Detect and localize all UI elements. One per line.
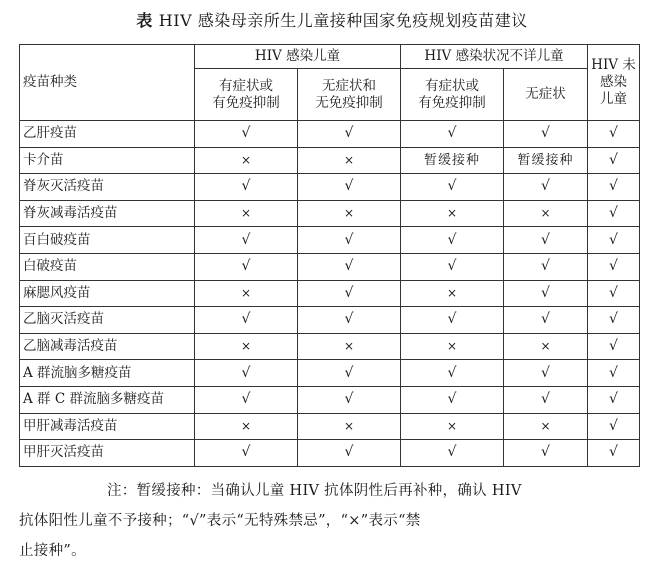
subheader-unknown-asymptomatic: 无症状 [504, 69, 588, 121]
table-row [20, 280, 640, 307]
cell-unknown-symptomatic: √ [401, 227, 504, 254]
cell-unknown-symptomatic: √ [401, 174, 504, 201]
table-row [20, 360, 640, 387]
cell-unknown-asymptomatic: √ [504, 307, 588, 334]
cell-unknown-asymptomatic: √ [504, 440, 588, 467]
vaccine-name: 乙肝疫苗 [20, 121, 195, 148]
cell-unknown-asymptomatic: × [504, 333, 588, 360]
table-title [0, 8, 664, 31]
table-row [20, 333, 640, 360]
cell-infected-symptomatic: × [195, 280, 298, 307]
cell-uninfected: √ [588, 253, 640, 280]
group-header-hiv-infected: HIV 感染儿童 [195, 45, 401, 69]
cell-infected-asymptomatic: × [298, 333, 401, 360]
cell-infected-asymptomatic: √ [298, 121, 401, 148]
vaccine-name: 麻腮风疫苗 [20, 280, 195, 307]
vaccine-name: 乙脑灭活疫苗 [20, 307, 195, 334]
cell-infected-symptomatic: √ [195, 386, 298, 413]
cell-infected-asymptomatic: × [298, 413, 401, 440]
cell-unknown-symptomatic: 暂缓接种 [401, 147, 504, 174]
vaccine-name: 白破疫苗 [20, 253, 195, 280]
cell-infected-symptomatic: √ [195, 121, 298, 148]
cell-uninfected: √ [588, 386, 640, 413]
cell-infected-asymptomatic: √ [298, 280, 401, 307]
cell-infected-symptomatic: √ [195, 360, 298, 387]
cell-unknown-asymptomatic: √ [504, 280, 588, 307]
group-header-hiv-unknown: HIV 感染状况不详儿童 [401, 45, 588, 69]
cell-unknown-symptomatic: √ [401, 440, 504, 467]
cell-unknown-symptomatic: × [401, 280, 504, 307]
cell-unknown-symptomatic: √ [401, 253, 504, 280]
cell-infected-asymptomatic: √ [298, 227, 401, 254]
subheader-infected-symptomatic: 有症状或 有免疫抑制 [195, 69, 298, 121]
footnote-line-3: 止接种”。 [19, 543, 86, 559]
cell-infected-symptomatic: × [195, 333, 298, 360]
cell-infected-asymptomatic: √ [298, 307, 401, 334]
cell-infected-asymptomatic: × [298, 200, 401, 227]
vaccine-name: 乙脑减毒活疫苗 [20, 333, 195, 360]
table-body [20, 121, 640, 467]
table-row [20, 307, 640, 334]
cell-uninfected: √ [588, 280, 640, 307]
cell-unknown-asymptomatic: 暂缓接种 [504, 147, 588, 174]
cell-unknown-symptomatic: × [401, 413, 504, 440]
cell-infected-symptomatic: √ [195, 174, 298, 201]
subheader-unknown-symptomatic: 有症状或 有免疫抑制 [401, 69, 504, 121]
cell-unknown-asymptomatic: √ [504, 360, 588, 387]
footnote-line-1: 注：暂缓接种：当确认儿童 HIV 抗体阴性后再补种，确认 HIV [107, 483, 522, 499]
column-header-vaccine-type: 疫苗种类 [20, 45, 195, 121]
cell-unknown-symptomatic: √ [401, 121, 504, 148]
vaccine-name: 甲肝灭活疫苗 [20, 440, 195, 467]
cell-uninfected: √ [588, 227, 640, 254]
vaccine-name: 卡介苗 [20, 147, 195, 174]
vaccination-table [19, 44, 640, 467]
cell-unknown-symptomatic: × [401, 333, 504, 360]
cell-infected-symptomatic: × [195, 413, 298, 440]
subheader-infected-asymptomatic: 无症状和 无免疫抑制 [298, 69, 401, 121]
cell-infected-asymptomatic: √ [298, 253, 401, 280]
vaccine-name: 甲肝减毒活疫苗 [20, 413, 195, 440]
cell-infected-asymptomatic: × [298, 147, 401, 174]
cell-infected-symptomatic: √ [195, 307, 298, 334]
table-title-prefix: 表 [136, 11, 153, 30]
cell-unknown-asymptomatic: √ [504, 174, 588, 201]
table-row [20, 253, 640, 280]
table-row [20, 147, 640, 174]
group-header-hiv-uninfected: HIV 未 感染 儿童 [588, 45, 640, 121]
table-row [20, 200, 640, 227]
vaccine-name: A 群流脑多糖疫苗 [20, 360, 195, 387]
cell-unknown-asymptomatic: × [504, 413, 588, 440]
cell-uninfected: √ [588, 413, 640, 440]
cell-unknown-asymptomatic: √ [504, 227, 588, 254]
table-row [20, 174, 640, 201]
cell-uninfected: √ [588, 121, 640, 148]
cell-infected-symptomatic: √ [195, 253, 298, 280]
cell-uninfected: √ [588, 440, 640, 467]
vaccine-name: 脊灰灭活疫苗 [20, 174, 195, 201]
cell-uninfected: √ [588, 360, 640, 387]
cell-infected-asymptomatic: √ [298, 440, 401, 467]
cell-uninfected: √ [588, 333, 640, 360]
cell-infected-symptomatic: √ [195, 227, 298, 254]
cell-unknown-asymptomatic: √ [504, 121, 588, 148]
cell-unknown-asymptomatic: √ [504, 386, 588, 413]
table-row [20, 227, 640, 254]
cell-unknown-symptomatic: √ [401, 386, 504, 413]
cell-unknown-asymptomatic: × [504, 200, 588, 227]
cell-infected-asymptomatic: √ [298, 174, 401, 201]
table-row [20, 413, 640, 440]
cell-uninfected: √ [588, 200, 640, 227]
cell-uninfected: √ [588, 307, 640, 334]
table-footnote [19, 476, 593, 566]
table-row [20, 121, 640, 148]
cell-unknown-symptomatic: √ [401, 360, 504, 387]
vaccine-name: 脊灰减毒活疫苗 [20, 200, 195, 227]
cell-infected-asymptomatic: √ [298, 360, 401, 387]
cell-unknown-symptomatic: × [401, 200, 504, 227]
footnote-line-2: 抗体阳性儿童不予接种；“√”表示“无特殊禁忌”，“×”表示“禁 [19, 513, 421, 529]
table-title-text: HIV 感染母亲所生儿童接种国家免疫规划疫苗建议 [158, 11, 528, 30]
cell-infected-asymptomatic: √ [298, 386, 401, 413]
vaccine-name: A 群 C 群流脑多糖疫苗 [20, 386, 195, 413]
cell-infected-symptomatic: × [195, 147, 298, 174]
cell-unknown-symptomatic: √ [401, 307, 504, 334]
table-row [20, 440, 640, 467]
cell-unknown-asymptomatic: √ [504, 253, 588, 280]
table-row [20, 386, 640, 413]
cell-uninfected: √ [588, 147, 640, 174]
cell-infected-symptomatic: √ [195, 440, 298, 467]
vaccine-name: 百白破疫苗 [20, 227, 195, 254]
cell-uninfected: √ [588, 174, 640, 201]
cell-infected-symptomatic: × [195, 200, 298, 227]
